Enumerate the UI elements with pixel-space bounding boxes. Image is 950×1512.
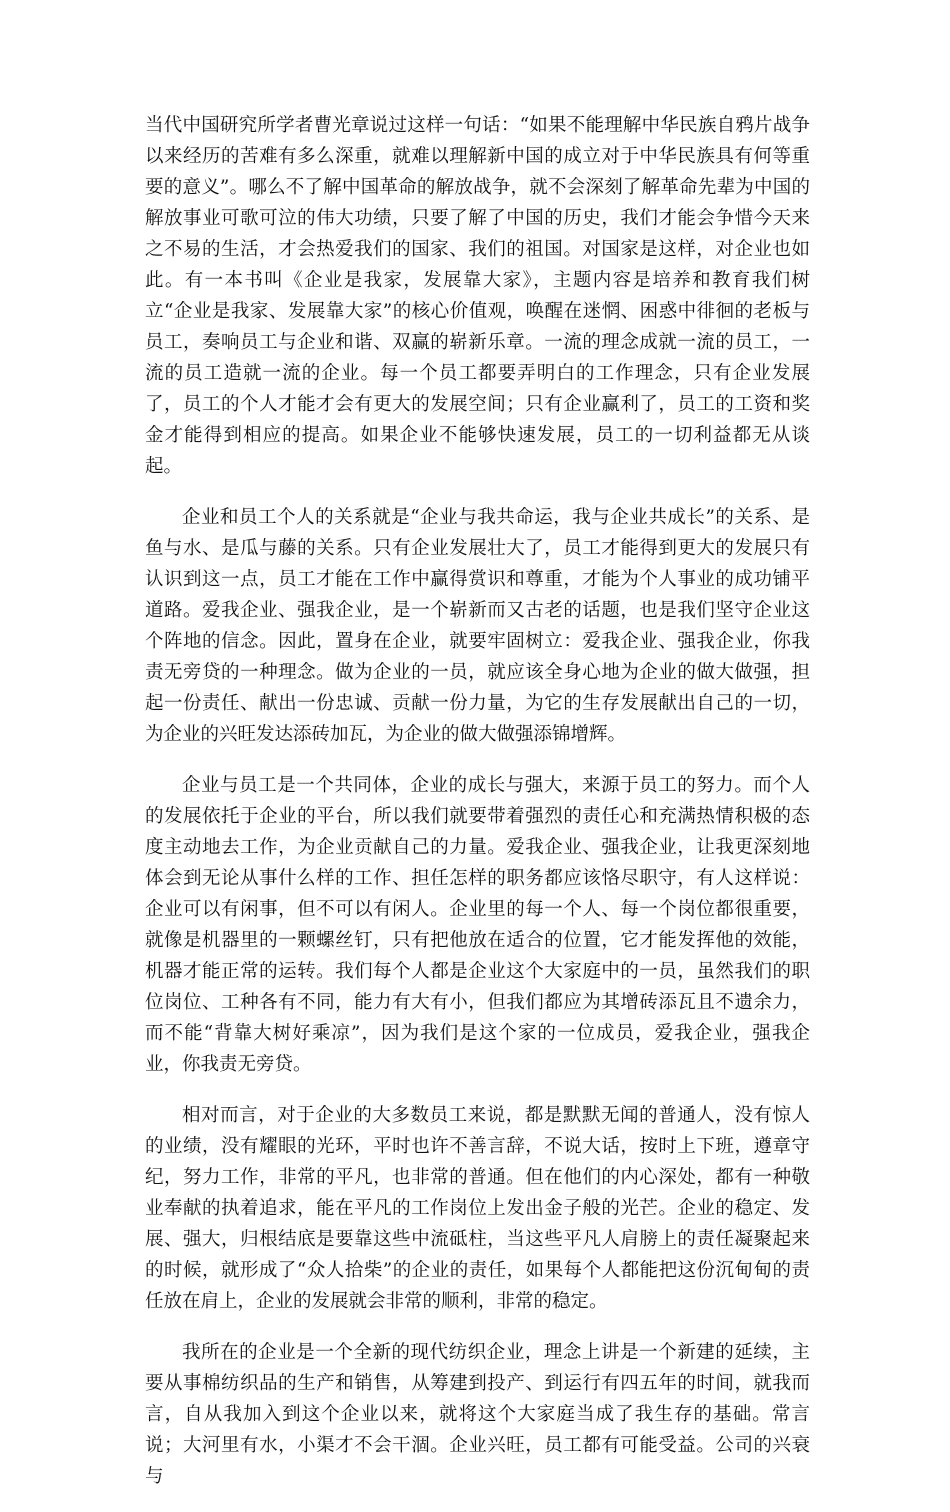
paragraph-1: 当代中国研究所学者曹光章说过这样一句话：“如果不能理解中华民族自鸦片战争以来经历的苦难有多么深重，就难以理解新中国的成立对于中华民族具有何等重要的意义”。哪么不了解中国革命的解放战争，就不会深刻了解革命先辈为中国的解放事业可歌可泣的伟大功绩，只要了解了中国的历史，我们才能会争惜今天来之不易的生活，才会热爱我们的国家、我们的祖国。对国家是这样，对企业也如此。有一本书叫《企业是我家，发展靠大家》，主题内容是培养和教育我们树立“企业是我家、发展靠大家”的核心价值观，唤醒在迷惘、困惑中徘徊的老板与员工，奏响员工与企业和谐、双赢的崭新乐章。一流的理念成就一流的员工，一流的员工造就一流的企业。每一个员工都要弄明白的工作理念，只有企业发展了，员工的个人才能才会有更大的发展空间；只有企业赢利了，员工的工资和奖金才能得到相应的提高。如果企业不能够快速发展，员工的一切利益都无从谈起。 <box>145 115 810 477</box>
paragraph-2: 企业和员工个人的关系就是“企业与我共命运，我与企业共成长”的关系、是鱼与水、是瓜与藤的关系。只有企业发展壮大了，员工才能得到更大的发展只有认识到这一点，员工才能在工作中赢得赏识和尊重，才能为个人事业的成功铺平道路。爱我企业、强我企业，是一个崭新而又古老的话题，也是我们坚守企业这个阵地的信念。因此，置身在企业，就要牢固树立：爱我企业、强我企业，你我责无旁贷的一种理念。做为企业的一员，就应该全身心地为企业的做大做强，担起一份责任、献出一份忠诚、贡献一份力量，为它的生存发展献出自己的一切，为企业的兴旺发达添砖加瓦，为企业的做大做强添锦增辉。 <box>145 507 810 745</box>
paragraph-5: 我所在的企业是一个全新的现代纺织企业，理念上讲是一个新建的延续，主要从事棉纺织品的生产和销售，从筹建到投产、到运行有四五年的时间，就我而言，自从我加入到这个企业以来，就将这个大家庭当成了我生存的基础。常言说；大河里有水，小渠才不会干涸。企业兴旺，员工都有可能受益。公司的兴衰与 <box>145 1342 810 1487</box>
paragraph-4: 相对而言，对于企业的大多数员工来说，都是默默无闻的普通人，没有惊人的业绩，没有耀眼的光环，平时也许不善言辞，不说大话，按时上下班，遵章守纪，努力工作，非常的平凡，也非常的普通。但在他们的内心深处，都有一种敬业奉献的执着追求，能在平凡的工作岗位上发出金子般的光芒。企业的稳定、发展、强大，归根结底是要靠这些中流砥柱，当这些平凡人肩膀上的责任凝聚起来的时候，就形成了“众人拾柴”的企业的责任，如果每个人都能把这份沉甸甸的责任放在肩上，企业的发展就会非常的顺利，非常的稳定。 <box>145 1105 810 1312</box>
paragraph-3: 企业与员工是一个共同体，企业的成长与强大，来源于员工的努力。而个人的发展依托于企业的平台，所以我们就要带着强烈的责任心和充满热情积极的态度主动地去工作，为企业贡献自己的力量。爱我企业、强我企业，让我更深刻地体会到无论从事什么样的工作、担任怎样的职务都应该恪尽职守，有人这样说：企业可以有闲事，但不可以有闲人。企业里的每一个人、每一个岗位都很重要，就像是机器里的一颗螺丝钉，只有把他放在适合的位置，它才能发挥他的效能，机器才能正常的运转。我们每个人都是企业这个大家庭中的一员，虽然我们的职位岗位、工种各有不同，能力有大有小，但我们都应为其增砖添瓦且不遗余力，而不能“背靠大树好乘凉”，因为我们是这个家的一位成员，爱我企业，强我企业，你我责无旁贷。 <box>145 775 810 1075</box>
document-body <box>145 110 810 1512</box>
